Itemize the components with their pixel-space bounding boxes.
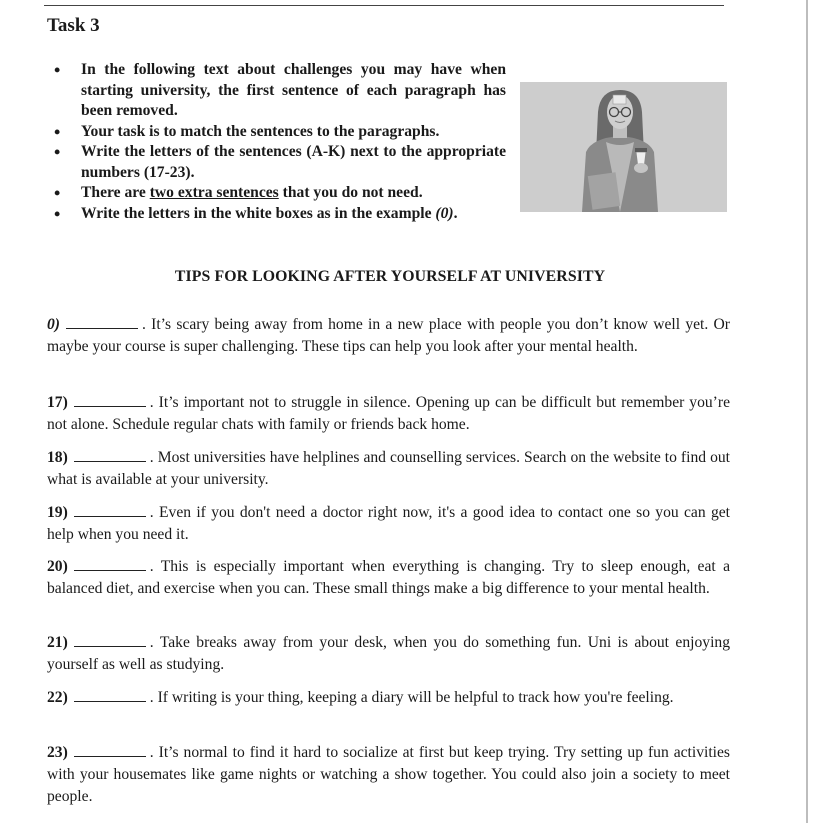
- instruction-item: • Write the letters of the sentences (A-K) next to the appropriate numbers (17-23).: [54, 142, 506, 183]
- instruction-item: • There are two extra sentences that you do not need.: [54, 183, 506, 204]
- paragraph-text: . Take breaks away from your desk, when you do something fun. Uni is about enjoying yourself as well as studying.: [47, 634, 730, 673]
- answer-blank[interactable]: [74, 556, 146, 571]
- paragraph-number: 17): [47, 394, 68, 411]
- article-heading: TIPS FOR LOOKING AFTER YOURSELF AT UNIVERSITY: [174, 268, 606, 285]
- paragraph-text: . Most universities have helplines and counselling services. Search on the website to find out what is available at your university.: [47, 449, 730, 488]
- answer-blank[interactable]: [74, 742, 146, 757]
- answer-blank[interactable]: [74, 632, 146, 647]
- paragraph-0: [47, 314, 730, 358]
- instruction-list: [54, 60, 506, 224]
- paragraph-number: 21): [47, 634, 68, 651]
- paragraph-number: 18): [47, 449, 68, 466]
- paragraph-23: [47, 742, 730, 808]
- paragraph-text: . It’s scary being away from home in a new place with people you don’t know well yet. Or maybe your course is super challenging. These tips can help you look after your mental health.: [47, 316, 730, 355]
- instruction-item: • In the following text about challenges you may have when starting university, the first sentence of each paragraph has been removed.: [54, 60, 506, 122]
- answer-blank[interactable]: [66, 314, 138, 329]
- task-title: Task 3: [47, 15, 100, 36]
- answer-blank[interactable]: [74, 502, 146, 517]
- paragraph-18: [47, 447, 730, 491]
- answer-blank[interactable]: [74, 447, 146, 462]
- paragraph-21: [47, 632, 730, 676]
- paragraph-number: 20): [47, 558, 68, 575]
- underlined-phrase: two extra sentences: [149, 184, 279, 201]
- instruction-item: • Write the letters in the white boxes as in the example (0).: [54, 204, 506, 225]
- paragraph-number: 23): [47, 744, 68, 761]
- student-photo: [520, 82, 727, 212]
- paragraph-19: [47, 502, 730, 546]
- answer-blank[interactable]: [74, 392, 146, 407]
- paragraph-text: . If writing is your thing, keeping a diary will be helpful to track how you're feeling.: [149, 689, 674, 706]
- paragraph-22: [47, 687, 730, 709]
- paragraph-number: 19): [47, 504, 68, 521]
- instruction-item: • Your task is to match the sentences to the paragraphs.: [54, 122, 506, 143]
- answer-blank[interactable]: [74, 687, 146, 702]
- paragraph-text: . Even if you don't need a doctor right now, it's a good idea to contact one so you can get help when you need it.: [47, 504, 730, 543]
- page-edge: [806, 0, 808, 823]
- paragraph-text: . This is especially important when everything is changing. Try to sleep enough, eat a balanced diet, and exercise when you can. These small things make a big difference to your mental health.: [47, 558, 730, 597]
- top-rule: [44, 5, 724, 6]
- paragraph-text: . It’s normal to find it hard to socialize at first but keep trying. Try setting up fun activities with your housemates like game nights or watching a show together. You could also join a society to meet people.: [47, 744, 730, 805]
- paragraph-20: [47, 556, 730, 600]
- paragraph-17: [47, 392, 730, 436]
- paragraph-number: 0): [47, 316, 60, 333]
- student-illustration: [520, 82, 727, 212]
- paragraph-text: . It’s important not to struggle in silence. Opening up can be difficult but remember you’re not alone. Schedule regular chats with family or friends back home.: [47, 394, 730, 433]
- example-marker: (0): [435, 204, 454, 222]
- paragraph-number: 22): [47, 689, 68, 706]
